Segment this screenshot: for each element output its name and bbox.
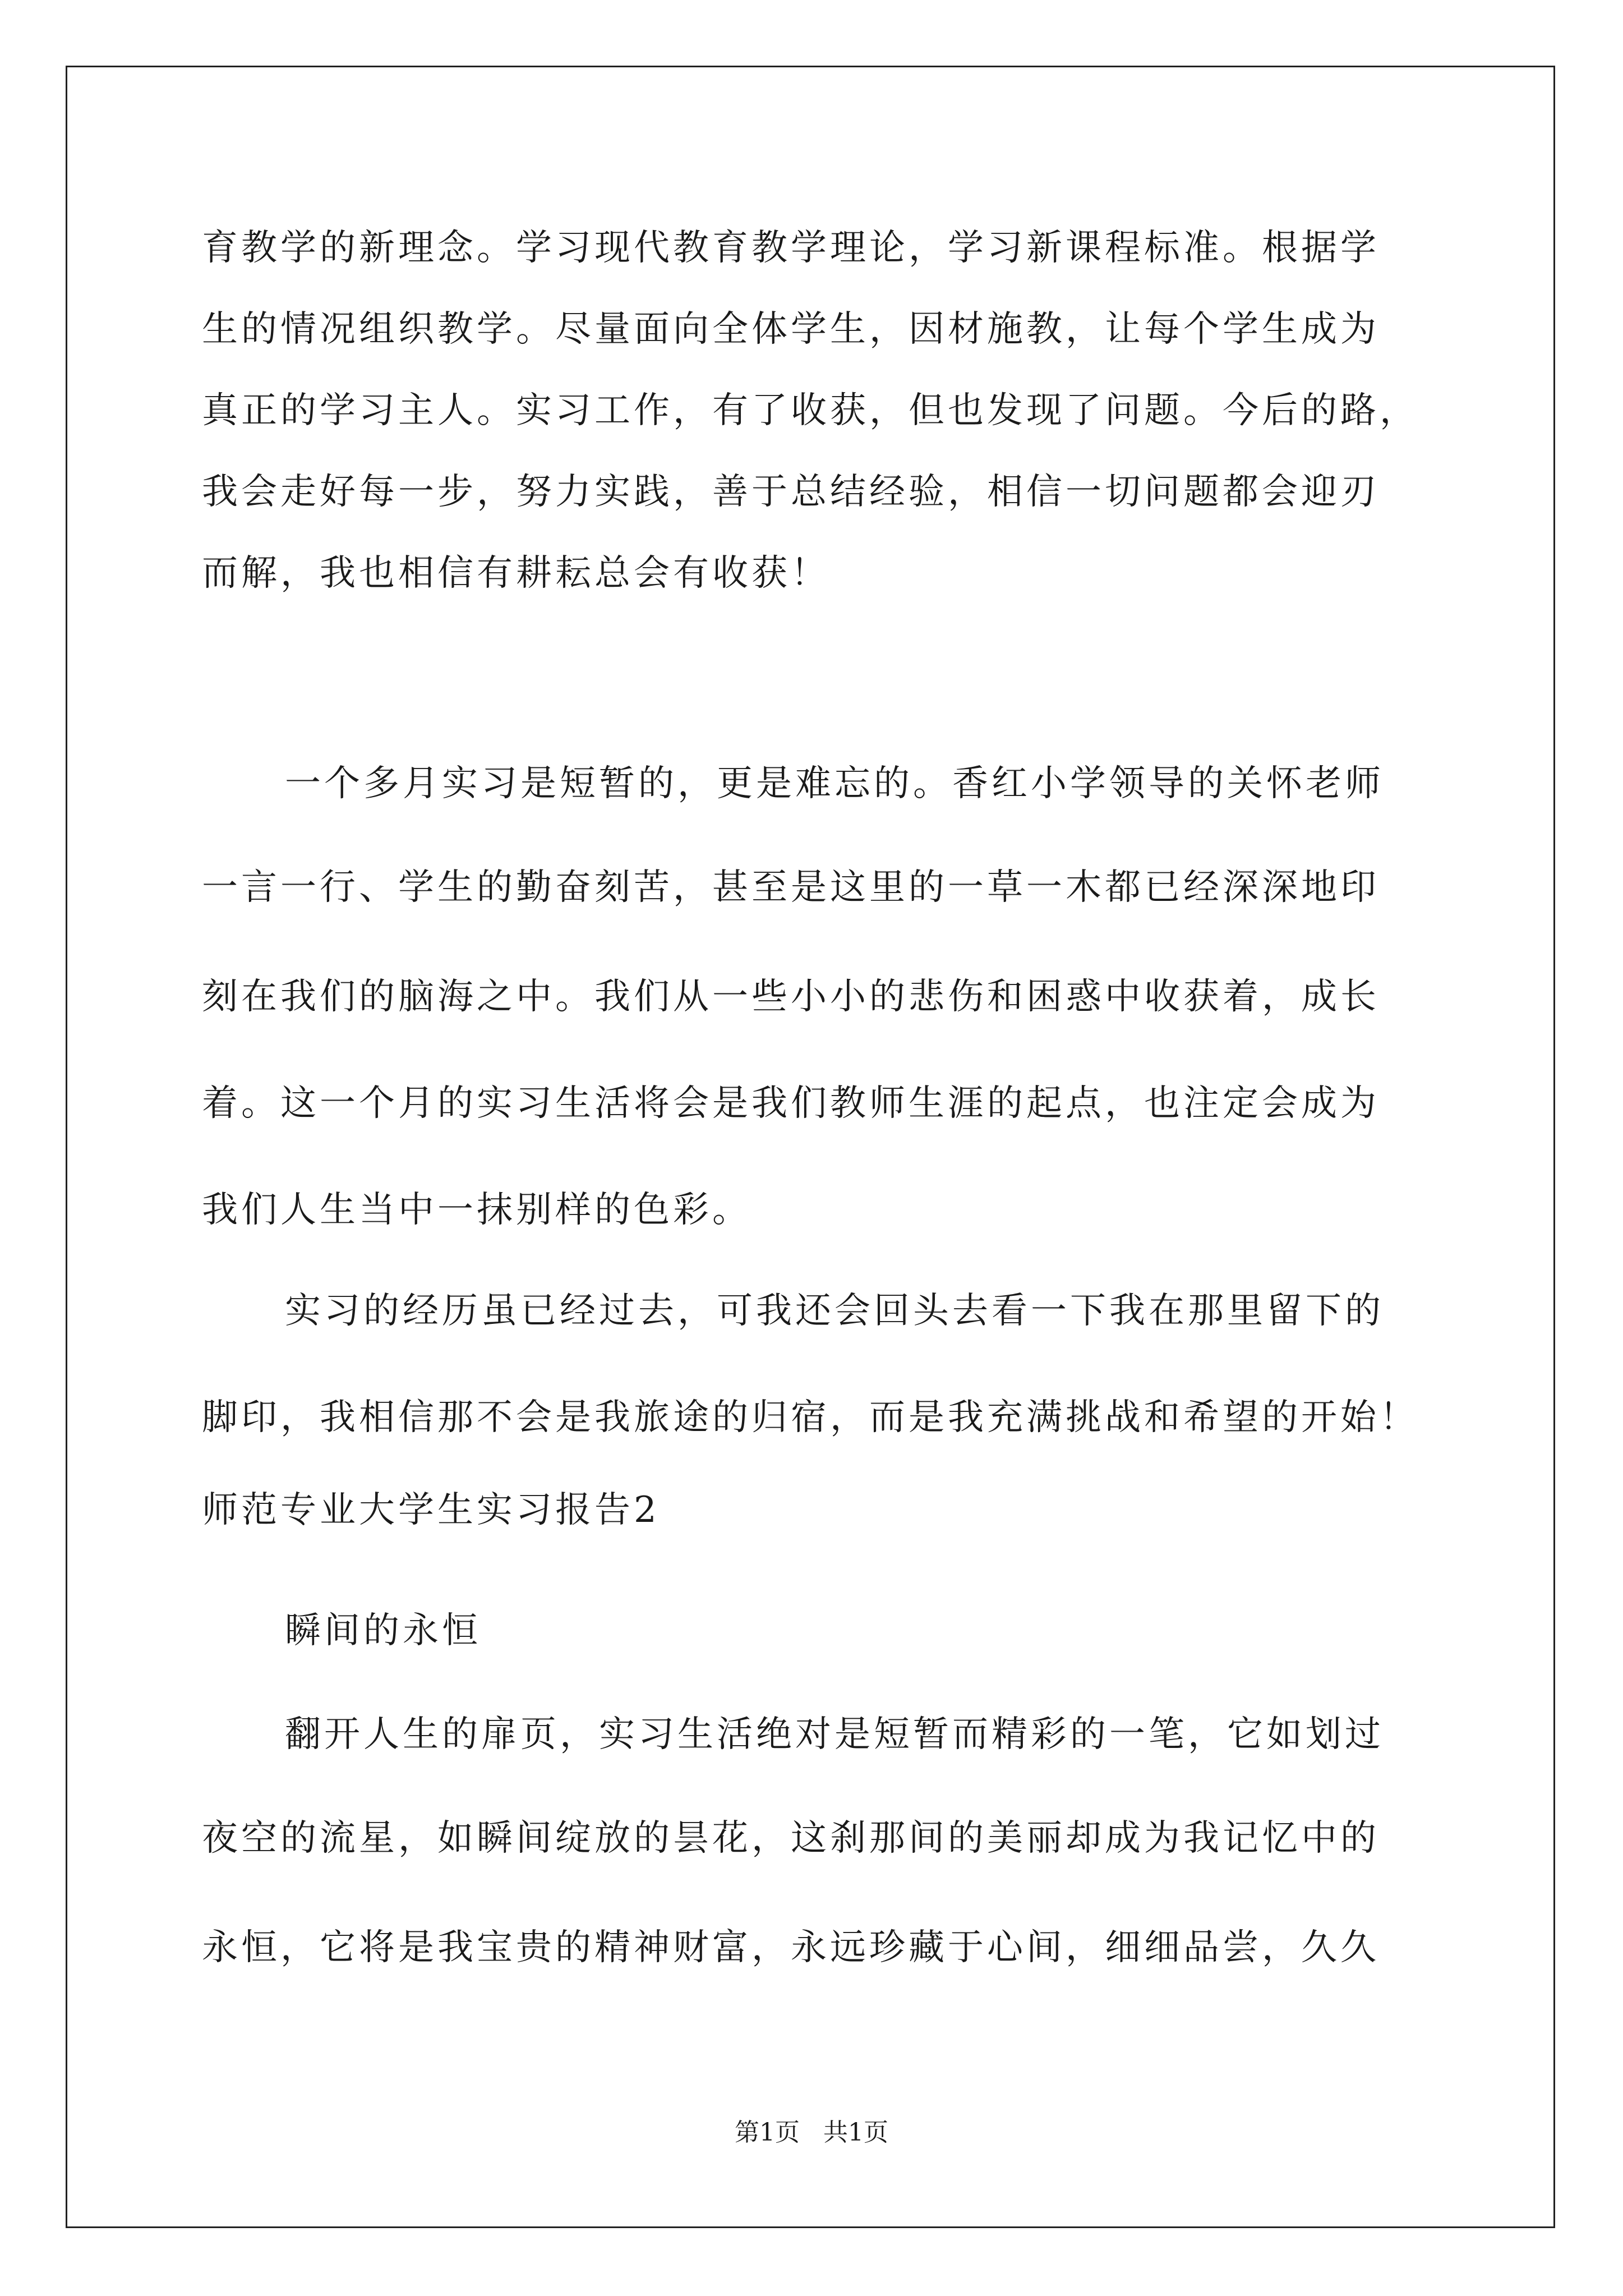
body-line: 育教学的新理念。学习现代教育教学理论，学习新课程标准。根据学 <box>202 227 1380 269</box>
section-heading: 师范专业大学生实习报告2 <box>202 1489 660 1531</box>
body-line: 脚印，我相信那不会是我旅途的归宿，而是我充满挑战和希望的开始！ <box>202 1397 1419 1438</box>
body-line: 夜空的流星，如瞬间绽放的昙花，这刹那间的美丽却成为我记忆中的 <box>202 1818 1380 1859</box>
body-line: 永恒，它将是我宝贵的精神财富，永远珍藏于心间，细细品尝，久久 <box>202 1927 1380 1968</box>
body-line: 一言一行、学生的勤奋刻苦，甚至是这里的一草一木都已经深深地印 <box>202 867 1380 908</box>
section-subtitle: 瞬间的永恒 <box>285 1610 481 1651</box>
body-line: 实习的经历虽已经过去，可我还会回头去看一下我在那里留下的 <box>285 1290 1384 1332</box>
body-line: 一个多月实习是短暂的，更是难忘的。香红小学领导的关怀老师 <box>285 763 1384 804</box>
body-line: 翻开人生的扉页，实习生活绝对是短暂而精彩的一笔，它如划过 <box>285 1714 1384 1755</box>
body-line: 生的情况组织教学。尽量面向全体学生，因材施教，让每个学生成为 <box>202 309 1380 350</box>
body-line: 着。这一个月的实习生活将会是我们教师生涯的起点，也注定会成为 <box>202 1083 1380 1124</box>
page-footer: 第1页 共1页 <box>735 2118 888 2147</box>
body-line: 真正的学习主人。实习工作，有了收获，但也发现了问题。今后的路， <box>202 390 1419 431</box>
body-line: 而解，我也相信有耕耘总会有收获！ <box>202 553 830 594</box>
body-line: 刻在我们的脑海之中。我们从一些小小的悲伤和困惑中收获着，成长 <box>202 976 1380 1018</box>
body-line: 我们人生当中一抹别样的色彩。 <box>202 1189 751 1231</box>
body-line: 我会走好每一步，努力实践，善于总结经验，相信一切问题都会迎刃 <box>202 471 1380 513</box>
